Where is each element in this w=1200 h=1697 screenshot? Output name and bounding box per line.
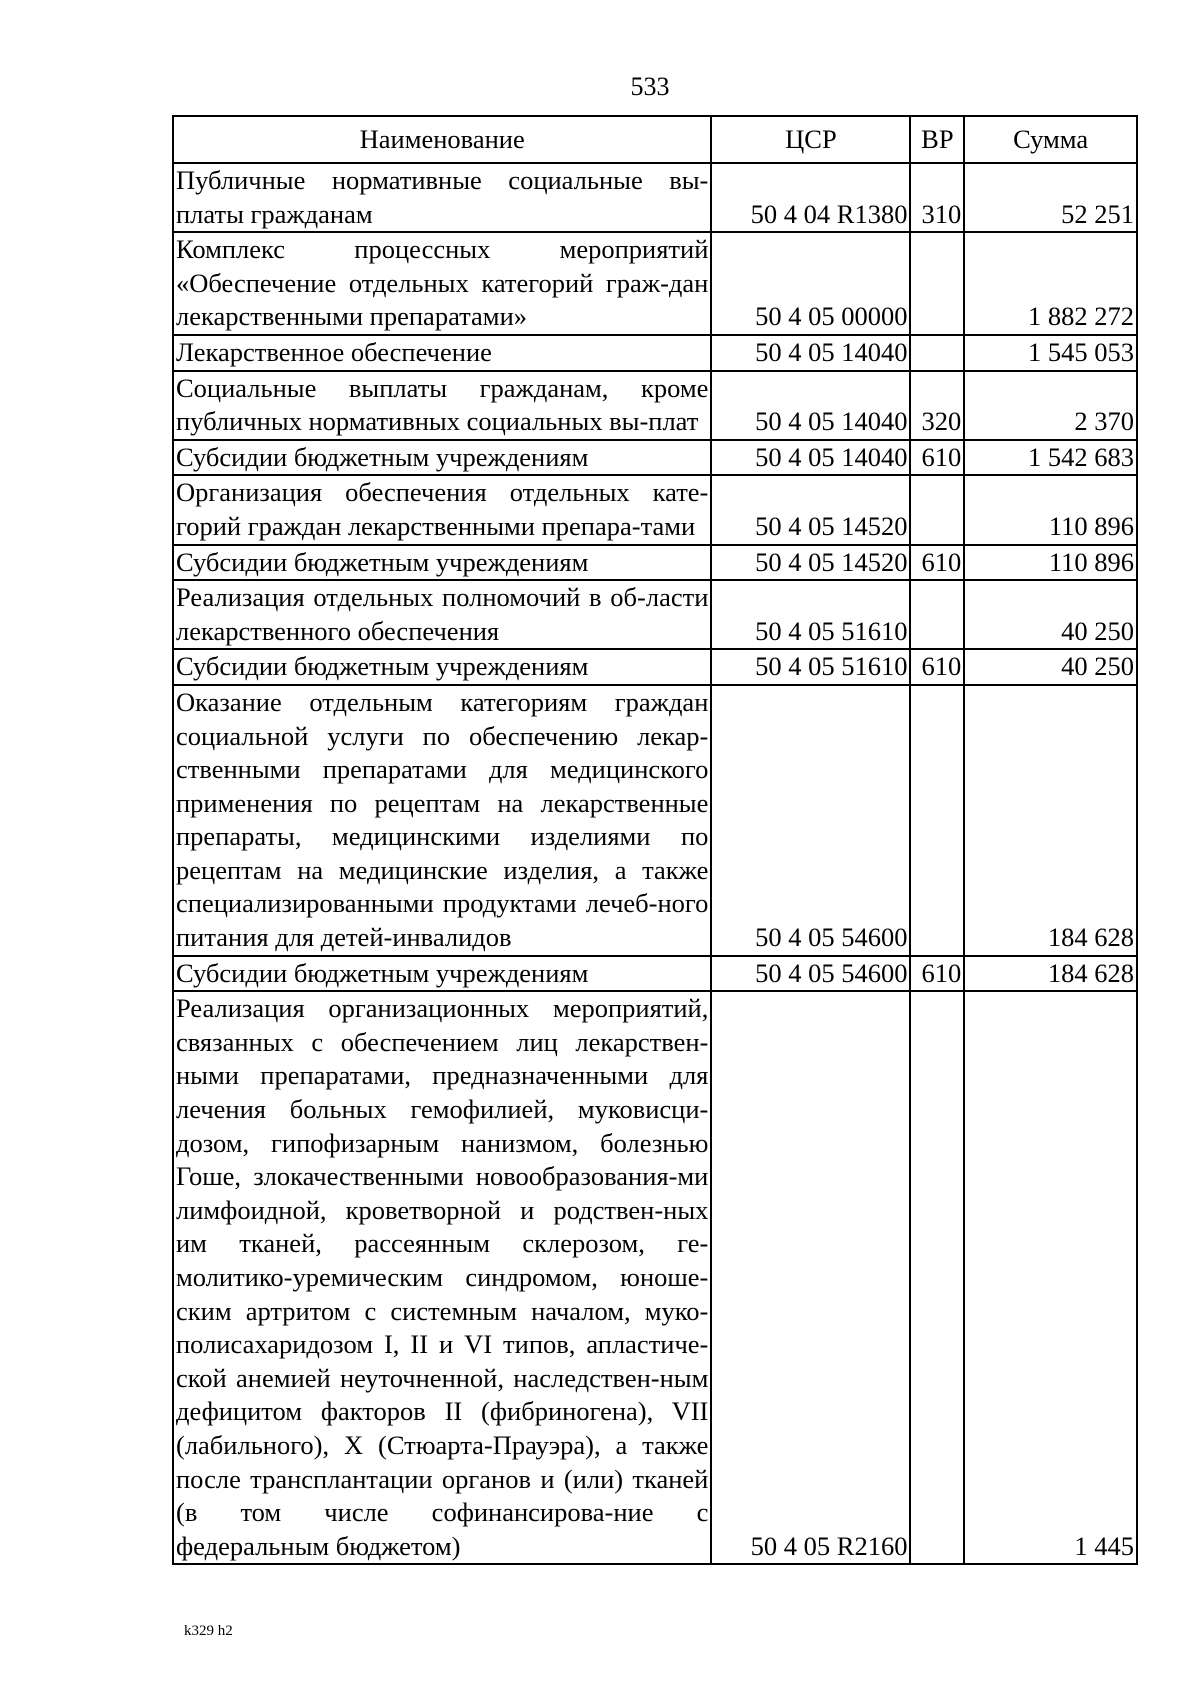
cell-vr (910, 580, 964, 649)
cell-name: Социальные выплаты гражданам, кроме публичных нормативных социальных вы-плат (173, 371, 711, 440)
cell-vr: 610 (910, 956, 964, 992)
table-row (173, 335, 1137, 371)
table-row (173, 649, 1137, 685)
cell-name: Субсидии бюджетным учреждениям (173, 545, 711, 581)
table-row (173, 545, 1137, 581)
table-row (173, 580, 1137, 649)
cell-name: Субсидии бюджетным учреждениям (173, 956, 711, 992)
table-body (173, 163, 1137, 1564)
cell-vr: 310 (910, 163, 964, 232)
cell-vr (910, 335, 964, 371)
cell-sum: 1 545 053 (964, 335, 1137, 371)
cell-vr (910, 991, 964, 1564)
header-csr: ЦСР (711, 116, 910, 163)
cell-csr: 50 4 05 14040 (711, 371, 910, 440)
cell-sum: 110 896 (964, 545, 1137, 581)
cell-vr (910, 475, 964, 544)
table-row (173, 685, 1137, 956)
header-vr: ВР (910, 116, 964, 163)
cell-csr: 50 4 05 51610 (711, 580, 910, 649)
budget-table (172, 115, 1138, 1565)
cell-sum: 1 882 272 (964, 232, 1137, 335)
cell-vr (910, 685, 964, 956)
table-row (173, 956, 1137, 992)
cell-name: Реализация организационных мероприятий, связанных с обеспечением лиц лекарствен-ными препаратами, предназначенными для лечения больных гемофилией, муковисци-дозом, гипофизарным нанизмом, болезнью Гоше, злокачественными новообразования-ми лимфоидной, кроветворной и родствен-ных им тканей, рассеянным склерозом, ге-молитико-уремическим синдромом, юноше-ским артритом с системным началом, муко-полисахаридозом I, II и VI типов, апластиче-ской анемией неуточненной, наследствен-ным дефицитом факторов II (фибриногена), VII (лабильного), X (Стюарта-Прауэра), а также после трансплантации органов и (или) тканей (в том числе софинансирова-ние с федеральным бюджетом) (173, 991, 711, 1564)
cell-sum: 1 542 683 (964, 440, 1137, 476)
cell-csr: 50 4 05 R2160 (711, 991, 910, 1564)
table-row (173, 371, 1137, 440)
cell-name: Организация обеспечения отдельных кате-горий граждан лекарственными препара-тами (173, 475, 711, 544)
cell-csr: 50 4 05 14040 (711, 440, 910, 476)
cell-sum: 110 896 (964, 475, 1137, 544)
cell-csr: 50 4 05 14520 (711, 545, 910, 581)
cell-csr: 50 4 05 51610 (711, 649, 910, 685)
cell-sum: 184 628 (964, 956, 1137, 992)
cell-sum: 52 251 (964, 163, 1137, 232)
cell-vr: 610 (910, 440, 964, 476)
cell-name: Субсидии бюджетным учреждениям (173, 440, 711, 476)
table-row (173, 475, 1137, 544)
cell-csr: 50 4 05 54600 (711, 956, 910, 992)
header-row (173, 116, 1137, 163)
cell-vr (910, 232, 964, 335)
cell-sum: 1 445 (964, 991, 1137, 1564)
cell-sum: 2 370 (964, 371, 1137, 440)
cell-sum: 40 250 (964, 580, 1137, 649)
cell-sum: 184 628 (964, 685, 1137, 956)
header-name: Наименование (173, 116, 711, 163)
cell-csr: 50 4 05 00000 (711, 232, 910, 335)
cell-vr: 610 (910, 545, 964, 581)
cell-csr: 50 4 05 54600 (711, 685, 910, 956)
table-row (173, 232, 1137, 335)
cell-csr: 50 4 05 14520 (711, 475, 910, 544)
cell-vr: 610 (910, 649, 964, 685)
cell-name: Публичные нормативные социальные вы-платы гражданам (173, 163, 711, 232)
cell-name: Субсидии бюджетным учреждениям (173, 649, 711, 685)
table-row (173, 991, 1137, 1564)
cell-name: Комплекс процессных мероприятий «Обеспечение отдельных категорий граж-дан лекарственными препаратами» (173, 232, 711, 335)
cell-csr: 50 4 04 R1380 (711, 163, 910, 232)
page-number: 533 (630, 72, 670, 101)
cell-name: Лекарственное обеспечение (173, 335, 711, 371)
footer-code: k329 h2 (184, 1623, 233, 1639)
cell-sum: 40 250 (964, 649, 1137, 685)
table-row (173, 163, 1137, 232)
cell-vr: 320 (910, 371, 964, 440)
cell-csr: 50 4 05 14040 (711, 335, 910, 371)
table-header (173, 116, 1137, 163)
cell-name: Реализация отдельных полномочий в об-ласти лекарственного обеспечения (173, 580, 711, 649)
cell-name: Оказание отдельным категориям граждан социальной услуги по обеспечению лекар-ственными препаратами для медицинского применения по рецептам на лекарственные препараты, медицинскими изделиями по рецептам на медицинские изделия, а также специализированными продуктами лечеб-ного питания для детей-инвалидов (173, 685, 711, 956)
header-sum: Сумма (964, 116, 1137, 163)
table-row (173, 440, 1137, 476)
